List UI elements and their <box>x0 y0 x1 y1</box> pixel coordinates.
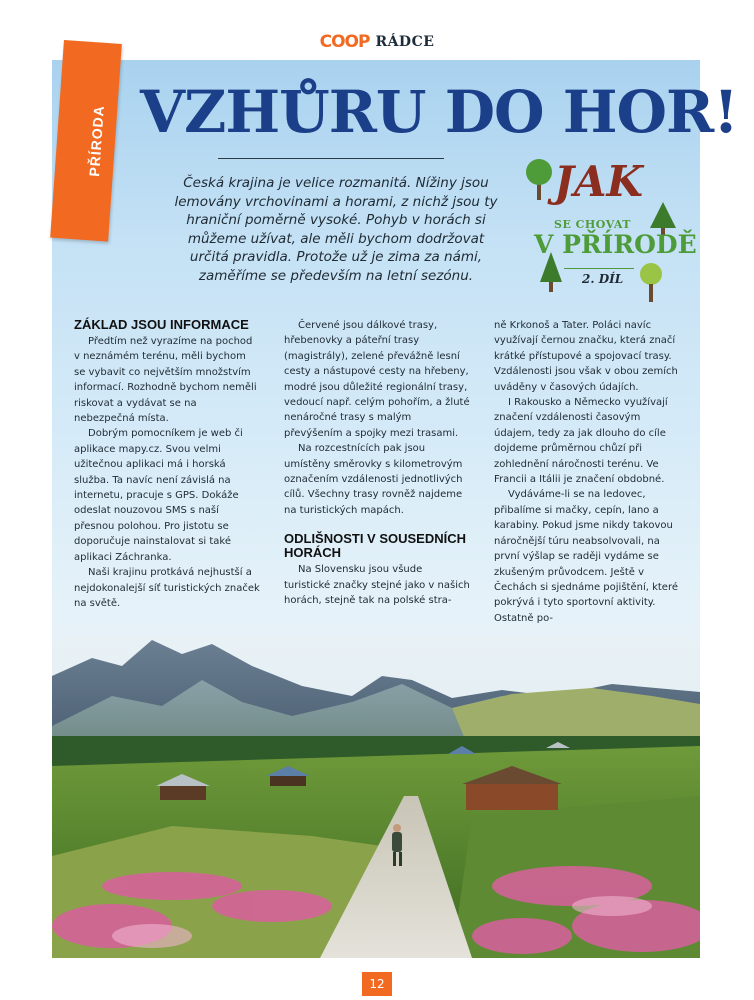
category-label: PŘÍRODA <box>86 104 107 178</box>
category-ribbon-label-wrap <box>86 100 106 180</box>
page-number: 12 <box>362 972 392 996</box>
badge-underline <box>564 268 634 269</box>
article-headline: VZHŮRU DO HOR! <box>140 78 738 146</box>
section-heading: ODLIŠNOSTI V SOUSEDNÍCH HORÁCH <box>284 531 467 561</box>
mountain-photo <box>52 636 700 958</box>
paragraph: Na Slovensku jsou všude turistické značky stejné jako v našich horách, stejně tak na polské stra- <box>284 564 470 607</box>
paragraph: Naši krajinu protkává nejhustší a nejdokonalejší síť turistických značek na světě. <box>74 567 260 609</box>
coop-logo: COOP <box>319 32 370 52</box>
paragraph: I Rakousko a Německo využívají značení vzdálenosti časovým údajem, tedy za jak dlouho do cíle dojdeme průměrnou chůzí při zohlednění náročnosti terénu. Ve Francii a Itálii je značení obdobné. <box>494 397 668 486</box>
series-badge <box>524 156 697 302</box>
paragraph: Dobrým pomocníkem je web či aplikace mapy.cz. Svou velmi užitečnou aplikaci má i horská služba. Ta navíc není závislá na internetu, pracuje s GPS. Dokáže odeslat nouzovou SMS s naší přesnou polohou. Pro jistotu se doporučuje nainstalovat si také aplikaci Záchranka. <box>74 428 243 563</box>
article-column-3 <box>494 318 680 626</box>
round-tree-icon <box>638 262 664 302</box>
badge-v-prirode: V PŘÍRODĚ <box>534 230 697 259</box>
section-heading: ZÁKLAD JSOU INFORMACE <box>74 317 249 332</box>
paragraph: Na rozcestnících pak jsou umístěny směrovky s kilometrovým označením vzdálenosti jednotlivých cílů. Všechny trasy rovněž najdeme na turistických mapách. <box>284 443 463 516</box>
headline-divider <box>218 158 444 159</box>
paragraph: ně Krkonoš a Tater. Poláci navíc využívají černou značku, která značí krátké přístupové a spojovací trasy. Vzdálenosti jsou však v obou zemích uváděny v časových údajích. <box>494 320 678 393</box>
badge-part: 2. DÍL <box>582 272 624 286</box>
tree-icon <box>524 156 554 200</box>
paragraph: Červené jsou dálkové trasy, hřebenovky a páteřní trasy (magistrály), zelené převážně lesní cesty a nástupové cesty na hřebeny, modré jsou důležité regionální trasy, vedoucí např. celým pohořím, a žluté nenáročné trasy s malým převýšením a spojky mezi trasami. <box>284 320 470 439</box>
article-column-2 <box>284 318 470 609</box>
article-column-1 <box>74 318 260 611</box>
magazine-title: RÁDCE <box>375 34 435 50</box>
article-lead: Česká krajina je velice rozmanitá. Nížiny jsou lemovány vrchovinami a horami, z nichž jsou ty hraniční poměrně vysoké. Pohyb v horách si můžeme užívat, ale měli bychom dodržovat určitá pravidla. Protože už je zima za námi, zaměříme se především na letní sezónu. <box>174 175 498 284</box>
paragraph: Vydáváme-li se na ledovec, přibalíme si mačky, cepín, lano a karabiny. Pokud jsme nikdy takovou náročnější túru neabsolvovali, na první výšlap se raději vydáme se zkušeným průvodcem. Ještě v Čechách si sjednáme pojištění, které pokrývá i tyto sportovní aktivity. Ostatně po- <box>494 489 678 624</box>
badge-jak: JAK <box>554 157 643 206</box>
paragraph: Předtím než vyrazíme na pochod v neznámém terénu, měli bychom se vybavit co největším množstvím informací. Rozhodně bychom neměli riskovat a vydávat se na nebezpečná místa. <box>74 336 257 425</box>
badge-se-chovat: SE CHOVAT <box>554 218 631 231</box>
